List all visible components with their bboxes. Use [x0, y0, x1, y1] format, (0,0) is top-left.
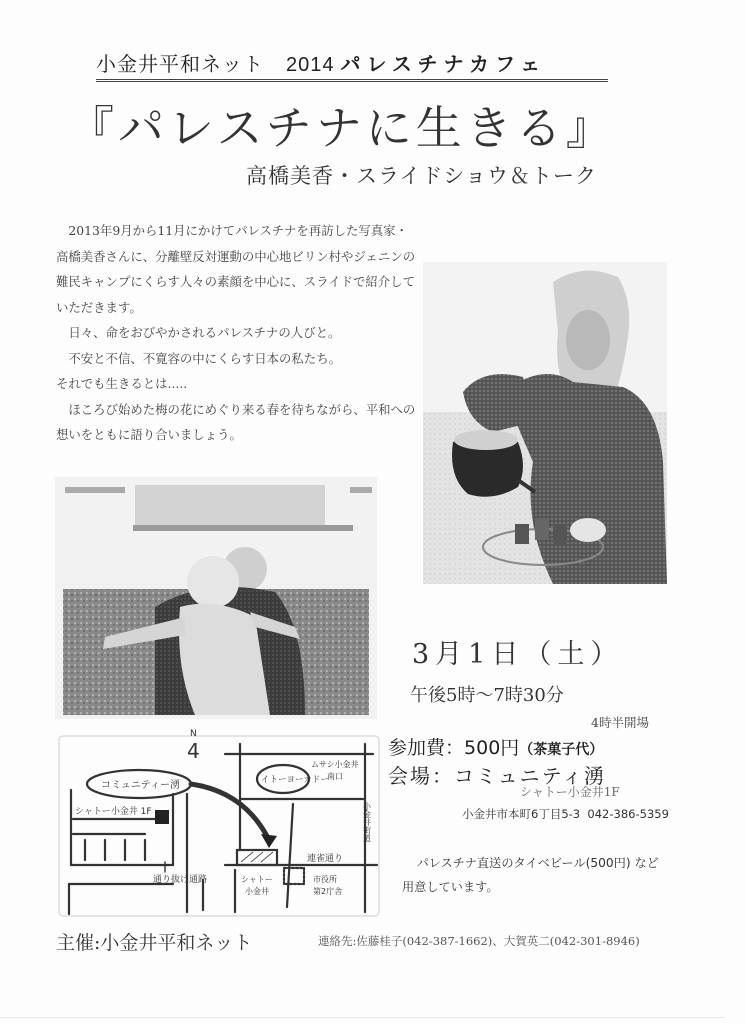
fee-note: （茶菓子代） — [519, 742, 604, 758]
photo-man-holding-baby — [55, 477, 377, 719]
beer-note-line: 用意しています。 — [402, 880, 499, 894]
event-date: 3月1日（土） — [412, 639, 624, 670]
venue-separator: ： — [432, 764, 454, 788]
map-chateau-label: シャトー — [241, 875, 273, 884]
map-station-exit: ムサシ小金井 — [311, 760, 359, 769]
address-text: 小金井市本町6丁目5-3 — [462, 807, 581, 821]
map-north-arrow-icon: 4 — [187, 739, 200, 763]
organizer-label: 主催 — [56, 932, 95, 954]
fee-separator: ： — [445, 737, 465, 759]
intro-paragraph: 日々、命をおびやかされるパレスチナの人びと。 — [68, 325, 341, 340]
map-north-label: N — [190, 729, 197, 739]
intro-text — [56, 218, 416, 448]
map-passage-label: 通り抜け通路 — [153, 875, 208, 885]
beer-note — [402, 851, 692, 899]
doors-open-time: 4時半開場 — [591, 715, 649, 730]
venue-name: コミュニティ湧 — [454, 764, 606, 788]
header-organizer: 小金井平和ネット — [96, 52, 264, 76]
map-street-horizontal: 連雀通り — [307, 854, 344, 864]
map-city-office: 第2庁舎 — [313, 887, 343, 896]
venue-map — [55, 722, 385, 920]
fee-label: 参加費 — [388, 737, 446, 759]
header-year: 2014 — [286, 54, 335, 76]
phone-number: 042-386-5359 — [587, 807, 669, 821]
scan-edge-divider — [0, 1017, 725, 1018]
map-building-label: シャトー小金井 1F — [75, 807, 152, 817]
organizer-separator: : — [94, 932, 101, 954]
intro-paragraph: 2013年9月から11月にかけてパレスチナを再訪した写真家・高橋美香さんに、分離壁反対運動の中心地ビリン村やジェニンの難民キャンプにくらす人々の素顔を中心に、スライドで紹介していただきます。 — [56, 223, 416, 315]
fee-value: 500円 — [464, 737, 520, 759]
header-banner — [96, 48, 608, 82]
map-station-exit: 南口 — [327, 772, 343, 781]
intro-paragraph: ほころび始めた梅の花にめぐり来る春を待ちながら、平和への想いをともに語り合いましょう。 — [56, 401, 416, 442]
map-city-office: 市役所 — [313, 875, 337, 884]
organizer-name: 小金井平和ネット — [100, 932, 253, 954]
beer-note-line: パレスチナ直送のタイベビール(500円) など — [416, 856, 659, 870]
map-street-vertical: 小金井街道 — [362, 802, 372, 842]
map-ito-yokado: イトーヨーカドー — [261, 775, 329, 785]
map-chateau-label: 小金井 — [245, 887, 269, 896]
venue-building: シャトー小金井1F — [520, 785, 620, 799]
admission-fee — [388, 733, 603, 760]
venue-address — [462, 806, 669, 822]
header-event-series: パレスチナカフェ — [340, 52, 547, 76]
page-subtitle: 高橋美香・スライドショウ＆トーク — [246, 164, 597, 188]
photo-woman-pouring-tea — [423, 262, 667, 584]
intro-paragraph: 不安と不信、不寛容の中にくらす日本の私たち。 — [68, 350, 341, 366]
footer-contact: 連絡先:佐藤桂子(042-387-1662)、大賀英二(042-301-8946) — [318, 934, 640, 948]
page-title: 『パレスチナに生きる』 — [68, 101, 616, 155]
event-time: 午後5時〜7時30分 — [410, 685, 564, 706]
map-venue-bubble: コミュニティー湧 — [101, 780, 180, 791]
footer-organizer — [56, 928, 252, 955]
venue-label: 会場 — [388, 764, 432, 788]
intro-paragraph: それでも生きるとは..... — [56, 376, 188, 391]
